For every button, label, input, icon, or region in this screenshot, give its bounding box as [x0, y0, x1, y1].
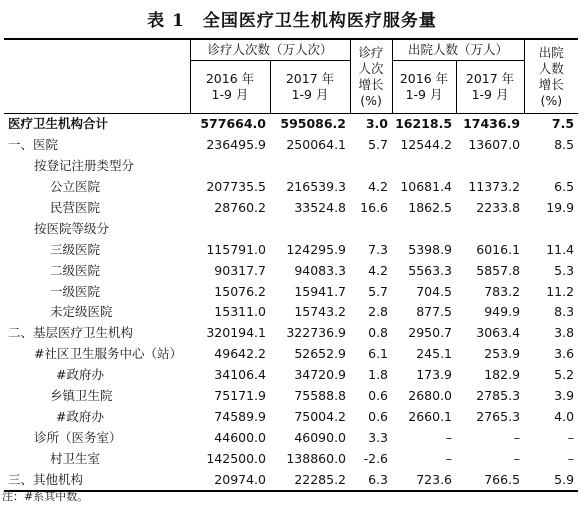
cell-vg: 5.7 — [368, 137, 389, 153]
cell-v2017: 33524.8 — [294, 200, 347, 215]
row-label: 村卫生室 — [50, 450, 101, 466]
cell-vg: -2.6 — [363, 450, 389, 466]
cell-dg: 19.9 — [546, 200, 575, 215]
cell-d2017 — [456, 156, 524, 177]
cell-d2016: 5563.3 — [408, 262, 453, 278]
cell-v2017 — [270, 156, 350, 177]
cell-v2017: 34720.9 — [294, 367, 347, 383]
table-row — [4, 156, 578, 177]
cell-vg — [350, 218, 392, 239]
row-label: #政府办 — [56, 367, 104, 383]
discharges-header: 出院人数（万人） — [392, 39, 524, 61]
cell-d2016: 2660.1 — [408, 408, 453, 424]
cell-v2016: 44600.0 — [214, 429, 266, 445]
cell-v2017: 75004.2 — [294, 408, 347, 424]
cell-v2017: 75588.8 — [294, 388, 347, 404]
cell-v2017: 52652.9 — [294, 346, 347, 362]
discharges-2016-header: 2016 年 1-9 月 — [392, 61, 456, 114]
cell-dg — [524, 156, 578, 177]
medical-services-table — [4, 38, 578, 492]
cell-v2016: 49642.2 — [214, 346, 266, 362]
cell-dg: 8.3 — [554, 304, 575, 320]
table-row — [4, 281, 578, 302]
cell-dg: 4.0 — [554, 408, 575, 424]
cell-d2016: 1862.5 — [408, 200, 453, 215]
cell-v2016 — [190, 156, 270, 177]
cell-d2016: 245.1 — [416, 346, 453, 362]
cell-d2016: – — [445, 450, 453, 466]
cell-d2016: 877.5 — [416, 304, 453, 320]
cell-v2017 — [270, 218, 350, 239]
cell-d2017: 13607.0 — [468, 137, 521, 153]
cell-v2016: 15311.0 — [214, 304, 266, 320]
cell-d2017: 182.9 — [484, 367, 521, 383]
row-label: 医疗卫生机构合计 — [4, 114, 190, 135]
cell-v2016: 28760.2 — [214, 200, 266, 215]
row-label: 三、其他机构 — [4, 469, 190, 491]
row-label: 诊所（医务室） — [34, 429, 122, 445]
table-row — [4, 218, 578, 239]
cell-d2017: 11373.2 — [468, 179, 521, 195]
table-row — [4, 406, 578, 427]
cell-v2016: 142500.0 — [206, 450, 266, 466]
discharge-growth-header: 出院 人数 增长 (%) — [524, 39, 578, 114]
cell-dg: 3.8 — [554, 325, 575, 341]
cell-d2016: 12544.2 — [400, 137, 453, 153]
cell-vg: 6.3 — [350, 469, 392, 491]
cell-d2016: 173.9 — [416, 367, 453, 383]
cell-d2016: 2680.0 — [408, 388, 453, 404]
cell-d2017: 6016.1 — [476, 241, 521, 257]
cell-d2017 — [456, 218, 524, 239]
cell-d2017: 2785.3 — [476, 388, 521, 404]
cell-v2017: 138860.0 — [286, 450, 347, 466]
cell-vg: 2.8 — [368, 304, 389, 320]
cell-v2017: 595086.2 — [270, 114, 350, 135]
cell-v2017: 15941.7 — [294, 283, 347, 299]
cell-d2016 — [392, 218, 456, 239]
row-label: 按登记注册类型分 — [34, 158, 135, 174]
table-row — [4, 302, 578, 323]
cell-v2016: 20974.0 — [190, 469, 270, 491]
table-row — [4, 239, 578, 260]
cell-v2017: 15743.2 — [294, 304, 347, 320]
cell-vg — [350, 156, 392, 177]
cell-dg: 6.5 — [554, 179, 575, 195]
cell-vg: 1.8 — [368, 367, 389, 383]
cell-d2017: 253.9 — [484, 346, 521, 362]
cell-v2017: 250064.1 — [286, 137, 347, 153]
row-label: #社区卫生服务中心（站） — [34, 346, 182, 362]
cell-dg: – — [567, 429, 575, 445]
cell-d2017: 3063.4 — [476, 325, 521, 341]
cell-dg: 5.3 — [554, 262, 575, 278]
cell-d2016: 16218.5 — [392, 114, 456, 135]
cell-vg: 0.6 — [368, 388, 389, 404]
cell-dg: 5.2 — [554, 367, 575, 383]
cell-d2017: 17436.9 — [456, 114, 524, 135]
cell-v2017: 124295.9 — [286, 241, 347, 257]
cell-v2017: 94083.3 — [294, 262, 347, 278]
row-label: 三级医院 — [50, 241, 101, 257]
table-row — [4, 114, 578, 135]
row-label: 一、医院 — [8, 137, 59, 153]
row-label-header — [4, 39, 190, 114]
cell-dg: – — [567, 450, 575, 466]
visits-header: 诊疗人次数（万人次） — [190, 39, 350, 61]
cell-vg: 7.3 — [368, 241, 389, 257]
cell-dg — [524, 218, 578, 239]
cell-v2016: 75171.9 — [214, 388, 266, 404]
cell-vg: 6.1 — [368, 346, 389, 362]
cell-v2016: 207735.5 — [206, 179, 266, 195]
discharges-2017-header: 2017 年 1-9 月 — [456, 61, 524, 114]
cell-vg: 5.7 — [368, 283, 389, 299]
row-label: 乡镇卫生院 — [50, 388, 113, 404]
table-row — [4, 344, 578, 365]
row-label: 未定级医院 — [50, 304, 113, 320]
table-row — [4, 198, 578, 219]
cell-vg: 0.8 — [368, 325, 389, 341]
cell-v2017: 216539.3 — [286, 179, 347, 195]
cell-d2016: 723.6 — [392, 469, 456, 491]
cell-v2017: 322736.9 — [286, 325, 347, 341]
visits-2017-header: 2017 年 1-9 月 — [270, 61, 350, 114]
cell-dg: 11.4 — [546, 241, 575, 257]
cell-d2016 — [392, 156, 456, 177]
cell-d2016: 2950.7 — [408, 325, 453, 341]
cell-v2016: 236495.9 — [206, 137, 266, 153]
cell-vg: 16.6 — [360, 200, 389, 215]
cell-dg: 5.9 — [524, 469, 578, 491]
row-label: 一级医院 — [50, 283, 101, 299]
row-label: 公立医院 — [50, 179, 101, 195]
cell-v2016 — [190, 218, 270, 239]
table-row — [4, 386, 578, 407]
table-row — [4, 323, 578, 344]
cell-vg: 0.6 — [368, 408, 389, 424]
cell-v2016: 90317.7 — [214, 262, 266, 278]
cell-d2017: 766.5 — [456, 469, 524, 491]
cell-v2016: 34106.4 — [214, 367, 266, 383]
cell-dg: 11.2 — [546, 283, 575, 299]
cell-d2017: 783.2 — [484, 283, 521, 299]
visits-2016-header: 2016 年 1-9 月 — [190, 61, 270, 114]
cell-d2017: 5857.8 — [476, 262, 521, 278]
table-row — [4, 427, 578, 448]
row-label: 民营医院 — [50, 200, 101, 215]
cell-vg: 3.3 — [368, 429, 389, 445]
cell-d2016: 5398.9 — [408, 241, 453, 257]
cell-d2016: – — [445, 429, 453, 445]
table-title: 表 1 全国医疗卫生机构医疗服务量 — [147, 11, 437, 31]
table-row — [4, 260, 578, 281]
table-row — [4, 135, 578, 156]
cell-dg: 3.9 — [554, 388, 575, 404]
cell-d2016: 10681.4 — [400, 179, 453, 195]
table-row — [4, 365, 578, 386]
cell-d2017: 2765.3 — [476, 408, 521, 424]
cell-vg: 4.2 — [368, 262, 389, 278]
cell-v2016: 15076.2 — [214, 283, 266, 299]
cell-d2017: 2233.8 — [476, 200, 521, 215]
cell-v2016: 74589.9 — [214, 408, 266, 424]
footnote: 注：#系其中数。 — [2, 490, 89, 503]
row-label: 二、基层医疗卫生机构 — [8, 325, 134, 341]
row-label: 按医院等级分 — [34, 220, 110, 236]
cell-dg: 3.6 — [554, 346, 575, 362]
visits-growth-header: 诊疗 人次 增长 (%) — [350, 39, 392, 114]
cell-v2017: 46090.0 — [294, 429, 347, 445]
cell-d2017: 949.9 — [484, 304, 521, 320]
cell-v2016: 115791.0 — [206, 241, 266, 257]
cell-d2017: – — [513, 429, 521, 445]
cell-d2017: – — [513, 450, 521, 466]
cell-v2016: 320194.1 — [206, 325, 266, 341]
row-label: #政府办 — [56, 408, 104, 424]
cell-v2016: 577664.0 — [190, 114, 270, 135]
cell-vg: 3.0 — [350, 114, 392, 135]
cell-dg: 8.5 — [554, 137, 575, 153]
cell-v2017: 22285.2 — [270, 469, 350, 491]
cell-d2016: 704.5 — [416, 283, 453, 299]
table-row — [4, 448, 578, 469]
cell-dg: 7.5 — [524, 114, 578, 135]
table-row — [4, 469, 578, 491]
table-row — [4, 177, 578, 198]
row-label: 二级医院 — [50, 262, 101, 278]
cell-vg: 4.2 — [368, 179, 389, 195]
